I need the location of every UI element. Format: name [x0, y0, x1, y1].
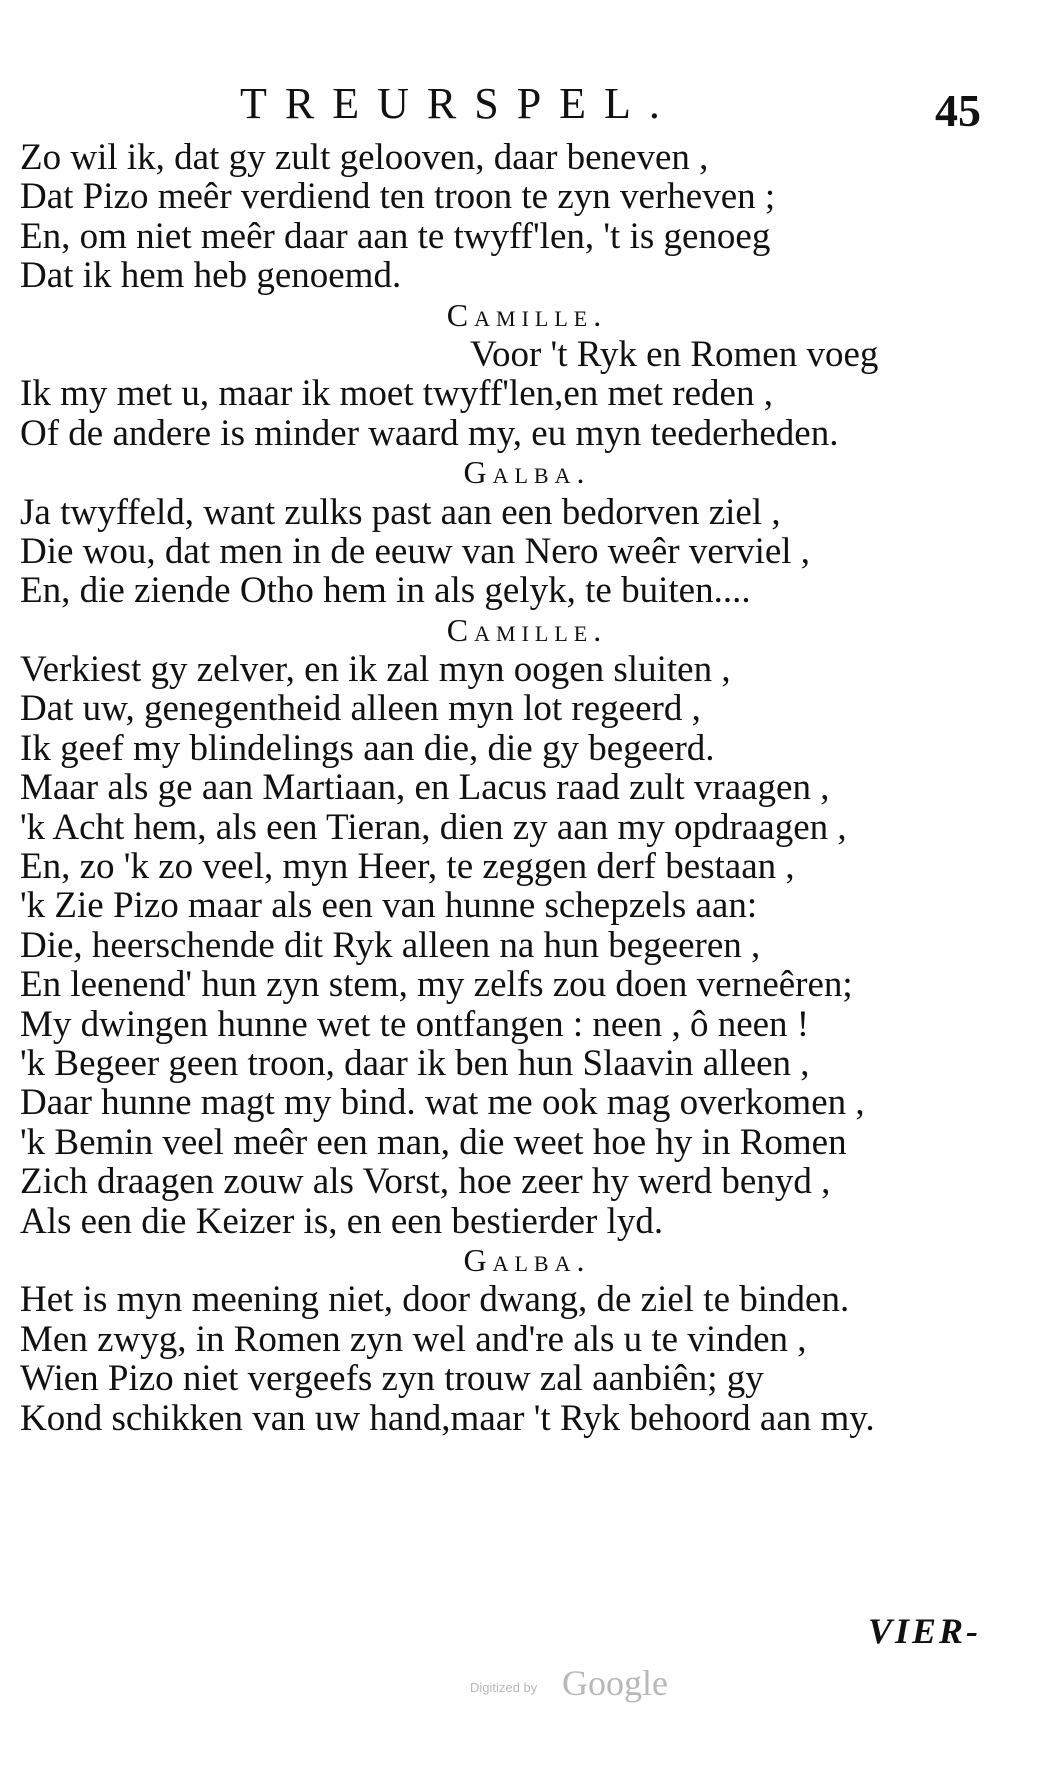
- verse-line: En leenend' hun zyn stem, my zelfs zou doen verneêren;: [20, 964, 853, 1006]
- verse-line: My dwingen hunne wet te ontfangen : neen , ô neen !: [20, 1003, 810, 1045]
- verse-line: 'k Acht hem, als een Tieran, dien zy aan my opdraagen ,: [20, 806, 847, 848]
- verse-line: Zo wil ik, dat gy zult gelooven, daar beneven ,: [20, 137, 709, 178]
- play-text: [0, 138, 1054, 1438]
- verse-line: 'k Zie Pizo maar als een van hunne schepzels aan:: [20, 885, 758, 927]
- verse-line: En, die ziende Otho hem in als gelyk, te buiten....: [20, 570, 751, 612]
- verse-line: Zich draagen zouw als Vorst, hoe zeer hy werd benyd ,: [20, 1161, 831, 1203]
- verse-line: 'k Bemin veel meêr een man, die weet hoe hy in Romen: [20, 1121, 847, 1163]
- verse-line: 'k Begeer geen troon, daar ik ben hun Slaavin alleen ,: [20, 1042, 810, 1084]
- verse-line: Dat ik hem heb genoemd.: [20, 255, 402, 297]
- speaker-heading: Camille.: [446, 611, 608, 648]
- verse-line: Of de andere is minder waard my, eu myn teederheden.: [20, 412, 839, 454]
- verse-line: Wien Pizo niet vergeefs zyn trouw zal aanbiên; gy: [20, 1358, 764, 1400]
- verse-line: Men zwyg, in Romen zyn wel and're als u te vinden ,: [20, 1318, 807, 1360]
- page-header: [0, 78, 1054, 138]
- digitized-watermark: [470, 1662, 690, 1702]
- catchword: VIER-: [868, 1611, 982, 1651]
- verse-line: En, zo 'k zo veel, myn Heer, te zeggen derf bestaan ,: [20, 846, 795, 888]
- verse-line: Kond schikken van uw hand,maar 't Ryk behoord aan my.: [20, 1397, 875, 1439]
- speaker-heading: Galba.: [463, 1241, 591, 1278]
- verse-line: En, om niet meêr daar aan te twyff'len, 't is genoeg: [20, 215, 771, 257]
- verse-line: Dat Pizo meêr verdiend ten troon te zyn verheven ;: [20, 176, 776, 218]
- verse-line: Daar hunne magt my bind. wat me ook mag overkomen ,: [20, 1082, 865, 1124]
- watermark-logo-text: Google: [562, 1663, 668, 1703]
- verse-line: Maar als ge aan Martiaan, en Lacus raad zult vraagen ,: [20, 767, 830, 809]
- verse-line: Het is myn meening niet, door dwang, de ziel te binden.: [20, 1279, 850, 1321]
- verse-line: Als een die Keizer is, en een bestierder lyd.: [20, 1200, 664, 1242]
- verse-line: Dat uw, genegentheid alleen myn lot regeerd ,: [20, 688, 701, 730]
- verse-line: Ik my met u, maar ik moet twyff'len,en met reden ,: [20, 373, 773, 415]
- verse-line: Die, heerschende dit Ryk alleen na hun begeeren ,: [20, 924, 761, 966]
- speaker-heading: Galba.: [463, 454, 591, 491]
- verse-line: Verkiest gy zelver, en ik zal myn oogen sluiten ,: [20, 649, 731, 691]
- verse-line: Ja twyffeld, want zulks past aan een bedorven ziel ,: [20, 491, 781, 533]
- verse-line: Voor 't Ryk en Romen voeg: [470, 333, 879, 375]
- page-number: 45: [935, 85, 981, 136]
- running-title: TREURSPEL.: [240, 79, 678, 128]
- speaker-heading: Camille.: [446, 296, 608, 333]
- page-footer: [0, 1610, 1054, 1670]
- watermark-prefix: Digitized by: [470, 1680, 538, 1695]
- verse-line: Ik geef my blindelings aan die, die gy begeerd.: [20, 727, 715, 769]
- verse-line: Die wou, dat men in de eeuw van Nero weêr verviel ,: [20, 530, 811, 572]
